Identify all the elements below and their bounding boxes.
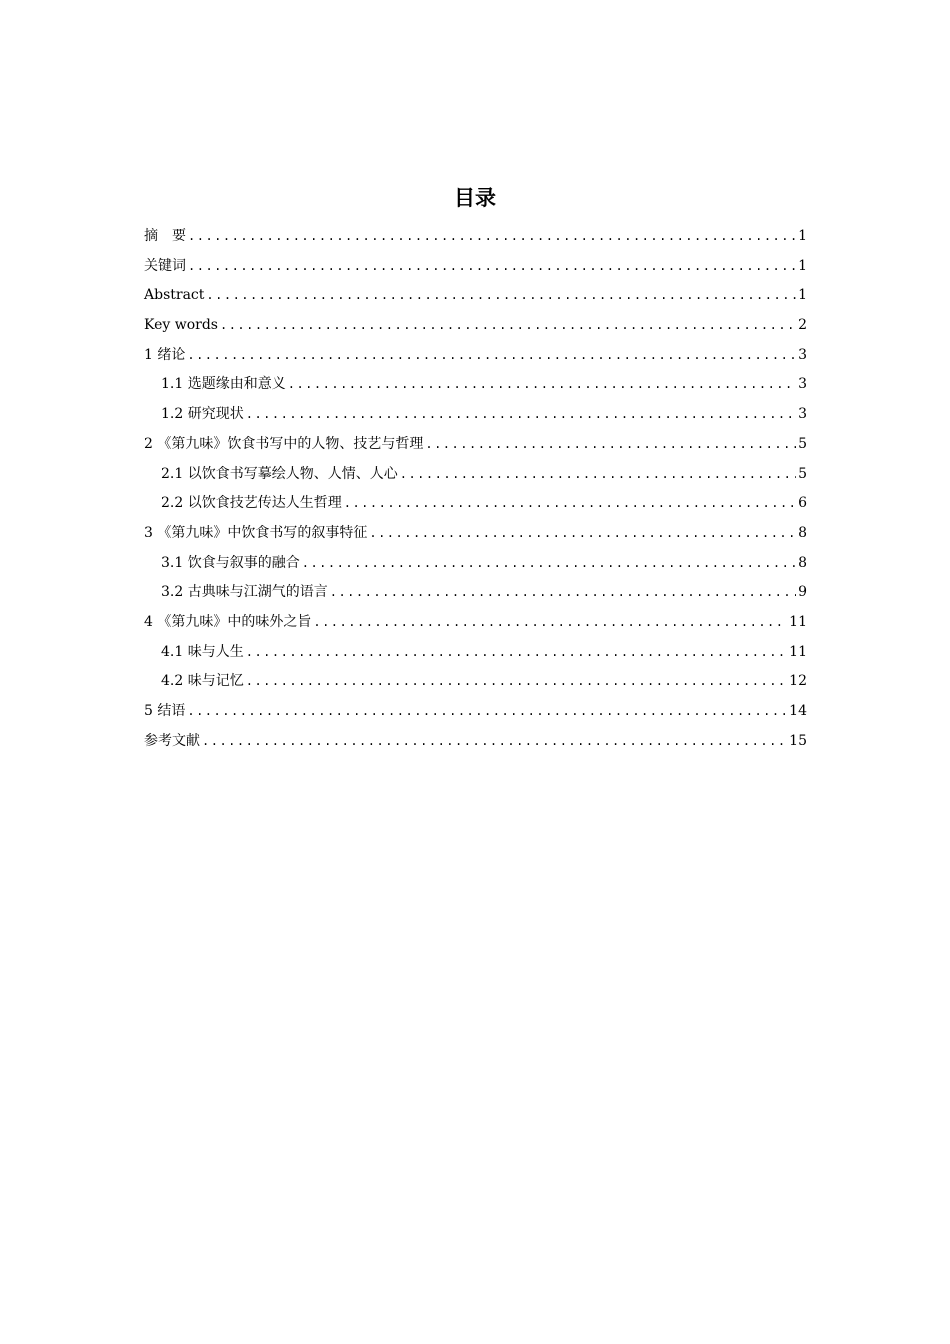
toc-entry-label: 2 《第九味》饮食书写中的人物、技艺与哲理 <box>144 435 424 452</box>
toc-entry-page-number: 3 <box>798 376 807 393</box>
toc-entry-label: 摘 要 <box>144 228 186 244</box>
toc-dot-leader <box>425 430 796 460</box>
toc-entry-page-number: 12 <box>789 673 807 690</box>
toc-entry-page-number: 2 <box>798 317 807 334</box>
toc-entry[interactable] <box>144 519 807 549</box>
toc-entry[interactable] <box>144 549 807 579</box>
toc-dot-leader <box>288 370 796 400</box>
toc-entry-label: 4.1 味与人生 <box>161 643 244 660</box>
toc-dot-leader <box>188 222 796 252</box>
toc-dot-leader <box>206 281 796 311</box>
toc-dot-leader <box>313 608 787 638</box>
toc-entry[interactable] <box>144 578 807 608</box>
toc-entry-page-number: 8 <box>798 524 807 541</box>
toc-entry-page-number: 11 <box>789 643 807 660</box>
toc-entry[interactable] <box>144 667 807 697</box>
toc-entry-label: 4 《第九味》中的味外之旨 <box>144 613 312 630</box>
toc-entry-page-number: 15 <box>789 732 807 749</box>
toc-entry-page-number: 1 <box>798 257 807 274</box>
toc-entry[interactable] <box>144 370 807 400</box>
toc-dot-leader <box>188 252 796 282</box>
toc-entry-label: 4.2 味与记忆 <box>161 673 244 690</box>
toc-entry-label: 1.1 选题缘由和意义 <box>161 376 286 393</box>
toc-entry[interactable] <box>144 222 807 252</box>
toc-entry-label: 1.2 研究现状 <box>161 406 244 423</box>
toc-entry-page-number: 1 <box>798 228 807 244</box>
toc-entry[interactable] <box>144 697 807 727</box>
toc-entry[interactable] <box>144 430 807 460</box>
toc-dot-leader <box>344 489 796 519</box>
table-of-contents <box>144 222 807 756</box>
toc-entry-label: 2.2 以饮食技艺传达人生哲理 <box>161 495 342 512</box>
toc-entry-label: 5 结语 <box>144 703 186 719</box>
toc-entry-label: Key words <box>144 317 218 334</box>
toc-entry[interactable] <box>144 400 807 430</box>
toc-dot-leader <box>202 727 787 757</box>
toc-dot-leader <box>400 460 796 490</box>
toc-entry-page-number: 9 <box>798 584 807 601</box>
toc-dot-leader <box>246 638 787 668</box>
toc-dot-leader <box>330 578 796 608</box>
toc-entry[interactable] <box>144 608 807 638</box>
toc-dot-leader <box>187 697 787 727</box>
toc-dot-leader <box>246 667 787 697</box>
toc-entry[interactable] <box>144 727 807 757</box>
page-title: 目录 <box>454 186 496 210</box>
toc-entry-label: 2.1 以饮食书写摹绘人物、人情、人心 <box>161 465 398 482</box>
toc-entry[interactable] <box>144 341 807 371</box>
toc-dot-leader <box>369 519 796 549</box>
toc-entry-label: 3.2 古典味与江湖气的语言 <box>161 584 328 601</box>
toc-entry[interactable] <box>144 489 807 519</box>
toc-entry-label: Abstract <box>144 287 205 304</box>
toc-entry-page-number: 6 <box>798 495 807 512</box>
toc-entry-page-number: 8 <box>798 554 807 571</box>
toc-dot-leader <box>187 341 796 371</box>
toc-entry-page-number: 14 <box>789 703 807 719</box>
toc-entry[interactable] <box>144 311 807 341</box>
toc-dot-leader <box>302 549 796 579</box>
toc-entry-label: 参考文献 <box>144 732 200 749</box>
toc-entry-label: 3.1 饮食与叙事的融合 <box>161 554 300 571</box>
toc-dot-leader <box>246 400 796 430</box>
toc-entry[interactable] <box>144 252 807 282</box>
toc-entry-label: 关键词 <box>144 257 186 274</box>
toc-entry-page-number: 11 <box>789 613 807 630</box>
toc-entry-page-number: 3 <box>798 346 807 363</box>
toc-entry-page-number: 3 <box>798 406 807 423</box>
toc-entry-page-number: 1 <box>798 287 807 304</box>
toc-entry[interactable] <box>144 638 807 668</box>
toc-dot-leader <box>220 311 796 341</box>
toc-entry-label: 1 绪论 <box>144 346 186 363</box>
toc-entry-page-number: 5 <box>798 435 807 452</box>
toc-entry[interactable] <box>144 281 807 311</box>
toc-entry-label: 3 《第九味》中饮食书写的叙事特征 <box>144 524 368 541</box>
toc-entry-page-number: 5 <box>798 465 807 482</box>
toc-entry[interactable] <box>144 460 807 490</box>
